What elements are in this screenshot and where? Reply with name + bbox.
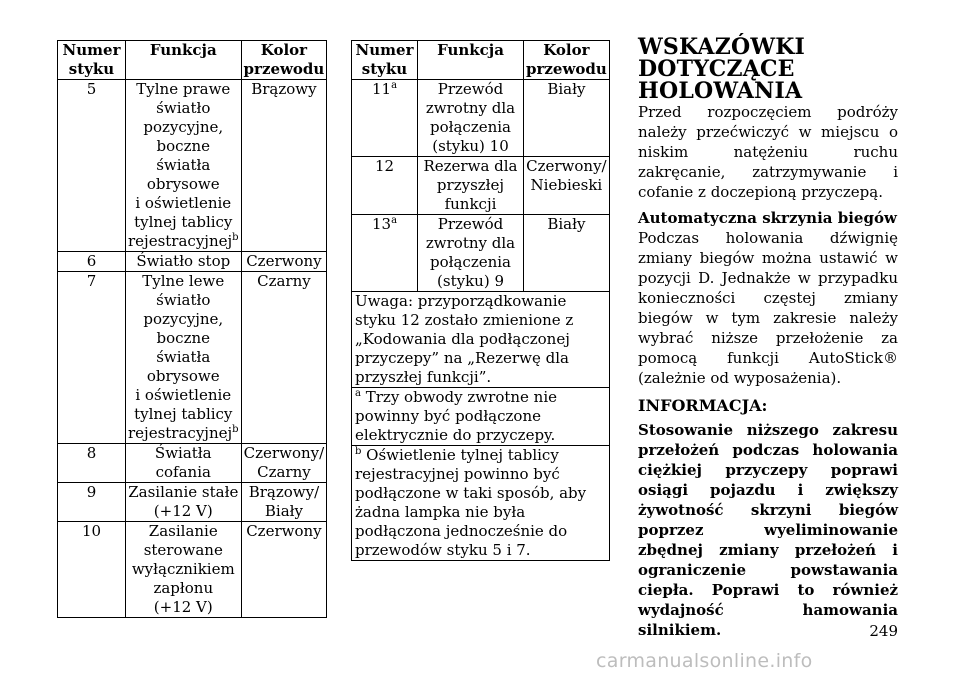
function-text: Światło stop [136, 252, 231, 270]
wire-color-cell [524, 157, 610, 215]
pin-cell [58, 252, 126, 272]
towing-tips-section [638, 36, 898, 640]
function-cell [126, 444, 242, 483]
footnote-marker: a [391, 215, 398, 226]
wire-color-text: Czerwony/ Czarny [243, 444, 325, 481]
header-function: Funkcja [126, 41, 242, 80]
note-row [352, 292, 610, 388]
table-row [352, 80, 610, 157]
function-text: Zasilanie stałe (+12 V) [128, 483, 239, 520]
wire-color-text: Biały [547, 215, 586, 233]
function-cell [418, 215, 524, 292]
table-note [352, 292, 610, 388]
wire-color-cell [524, 80, 610, 157]
note-text: Uwaga: przyporządkowanie styku 12 zostało zmienione z „Kodowania dla podłączonej przyczepy” na „Rezerwę dla przyszłej funkcji”. [355, 292, 574, 386]
wire-color-text: Biały [547, 80, 586, 98]
wire-color-text: Czarny [257, 272, 311, 290]
pin-number: 9 [86, 483, 97, 501]
pin-number: 10 [81, 522, 102, 540]
pin-cell [58, 483, 126, 522]
wire-color-cell [524, 215, 610, 292]
wire-color-cell [241, 272, 327, 444]
wire-color-cell [241, 444, 327, 483]
table-row [58, 483, 327, 522]
watermark: carmanualsonline.info [596, 650, 813, 672]
header-wire-color: Kolor przewodu [241, 41, 327, 80]
info-paragraph: Stosowanie niższego zakresu przełożeń podczas holowania ciężkiej przyczepy poprawi osiągi pojazdu i zwiększy żywotność skrzyni biegów poprzez wyeliminowanie zbędnej zmiany przełożeń i ograniczenie powstawania ciepła. Poprawi to również wydajność hamowania silnikiem. [638, 421, 898, 639]
table-header-row [58, 41, 327, 80]
footnote-marker: a [355, 388, 361, 399]
note-row [352, 388, 610, 446]
function-cell [126, 522, 242, 618]
function-cell [418, 80, 524, 157]
header-function: Funkcja [418, 41, 524, 80]
pin-number: 8 [86, 444, 97, 462]
wire-color-text: Czerwony/ Niebieski [526, 157, 607, 194]
wiring-table-right [351, 40, 610, 561]
function-cell [126, 80, 242, 252]
function-text: Tylne lewe światło pozycyjne, boczne światła obrysowe i oświetlenie tylnej tablicy rejestracyjnej [128, 272, 233, 442]
wire-color-cell [241, 483, 327, 522]
header-wire-color: Kolor przewodu [524, 41, 610, 80]
wire-color-cell [241, 522, 327, 618]
note-text: Oświetlenie tylnej tablicy rejestracyjnej powinno być podłączone w taki sposób, aby żadna lampka nie była podłączona jednocześnie do przewodów styku 5 i 7. [355, 446, 587, 559]
table-row [352, 215, 610, 292]
wire-color-text: Czerwony [246, 522, 322, 540]
pin-cell [58, 522, 126, 618]
wire-color-cell [241, 80, 327, 252]
wire-color-text: Czerwony [246, 252, 322, 270]
pin-number: 13 [371, 215, 392, 233]
function-cell [126, 272, 242, 444]
pin-number: 7 [86, 272, 97, 290]
pin-cell [58, 444, 126, 483]
function-cell [126, 483, 242, 522]
table-row [58, 252, 327, 272]
pin-cell [58, 272, 126, 444]
function-cell [126, 252, 242, 272]
footnote-marker: b [232, 232, 239, 243]
pin-cell [58, 80, 126, 252]
table-row [58, 522, 327, 618]
table-row [58, 272, 327, 444]
wire-color-text: Brązowy/ Biały [248, 483, 320, 520]
note-row [352, 446, 610, 561]
footnote-marker: a [391, 80, 398, 91]
intro-paragraph: Przed rozpoczęciem podróży należy przećwiczyć w miejscu o niskim natężeniu ruchu zakręcanie, zatrzymywanie i cofanie z doczepioną przyczepą. [638, 103, 898, 201]
footnote-marker: b [232, 424, 239, 435]
function-text: Przewód zwrotny dla połączenia (styku) 10 [425, 80, 516, 155]
pin-cell [352, 215, 418, 292]
table-header-row [352, 41, 610, 80]
function-text: Przewód zwrotny dla połączenia (styku) 9 [425, 215, 516, 290]
pin-number: 11 [371, 80, 392, 98]
table-row [58, 444, 327, 483]
page-number: 249 [869, 622, 898, 640]
header-pin: Numer styku [352, 41, 418, 80]
pin-cell [352, 157, 418, 215]
note-text: Trzy obwody zwrotne nie powinny być podłączone elektrycznie do przyczepy. [355, 388, 558, 444]
pin-number: 12 [374, 157, 395, 175]
wiring-table-left [57, 40, 327, 618]
wire-color-cell [241, 252, 327, 272]
section-title: WSKAZÓWKI DOTYCZĄCE HOLOWANIA [638, 34, 806, 104]
wire-color-text: Brązowy [251, 80, 317, 98]
function-text: Rezerwa dla przyszłej funkcji [423, 157, 518, 213]
table-note [352, 446, 610, 561]
body-paragraph: Podczas holowania dźwignię zmiany biegów można ustawić w pozycji D. Jednakże w przypadku konieczności częstej zmiany biegów w tym zakresie należy wybrać niższe przełożenie za pomocą funkcji AutoStick® (zależnie od wyposażenia). [638, 229, 898, 387]
function-cell [418, 157, 524, 215]
table-row [58, 80, 327, 252]
pin-number: 6 [86, 252, 97, 270]
table-row [352, 157, 610, 215]
function-text: Światła cofania [154, 444, 212, 481]
footnote-marker: b [355, 446, 362, 457]
function-text: Tylne prawe światło pozycyjne, boczne światła obrysowe i oświetlenie tylnej tablicy rejestracyjnej [128, 80, 233, 250]
function-text: Zasilanie sterowane wyłącznikiem zapłonu (+12 V) [131, 522, 235, 616]
pin-number: 5 [86, 80, 97, 98]
table-note [352, 388, 610, 446]
info-heading: INFORMACJA: [638, 396, 768, 415]
pin-cell [352, 80, 418, 157]
header-pin: Numer styku [58, 41, 126, 80]
subheading: Automatyczna skrzynia biegów [638, 209, 897, 227]
